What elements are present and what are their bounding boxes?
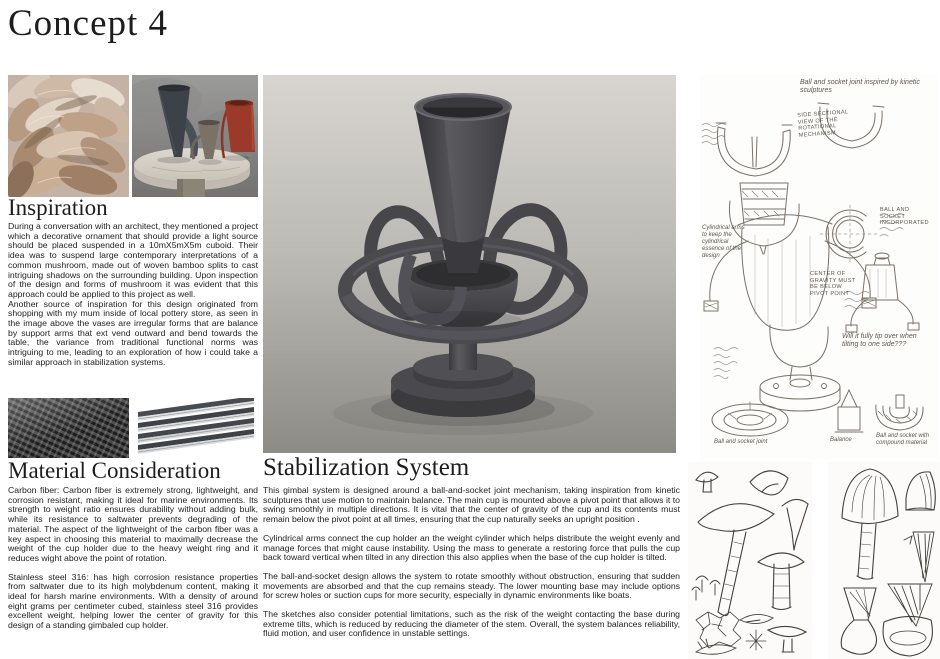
stabilization-paragraph-1: This gimbal system is designed around a ball-and-socket joint mechanism, taking inspiration from kinetic sculptures that use motion to maintain balance. The main cup is mounted above a pivot point that allows it to swing smoothly in multiple directions. It is vital that the center of gravity of the cup and its contents must remain below the pivot point at all times, ensuring that the cup naturally seeks an upright position . <box>263 485 680 525</box>
sketch-note-kinetic: Ball and socket joint inspired by kinetic sculptures <box>800 79 920 94</box>
mushroom-gills-photo <box>8 75 129 197</box>
material-paragraph-steel: Stainless steel 316: has high corrosion resistance properties from saltwater due to its high molybdenum content, making it ideal for harsh marine environments. With a density of around eight grams per centimeter cubed, stainless steel 316 provides excellent weight, helping lower the center of gravity for this design of a standing gimbaled cup holder. <box>8 571 258 631</box>
inspiration-heading: Inspiration <box>8 195 108 220</box>
sketch-note-sectional-view: SIDE SECTIONAL VIEW OF THE ROTATIONAL MECHANISM <box>797 109 849 139</box>
carbon-fiber-photo <box>8 398 129 458</box>
steel-sheets-photo <box>132 398 258 458</box>
stabilization-text <box>263 486 680 639</box>
sketch-note-ball-socket: BALL AND SOCKET INCORPORATED <box>880 207 929 227</box>
sketch-label-ball-socket-joint: Ball and socket joint <box>714 439 768 445</box>
mushroom-sketches-right-illustration <box>828 462 940 659</box>
inspiration-paragraph-2: Another source of inspiration for this design originated from shopping with my mum inside of local pottery store, as seen in the image above the vases are irregular forms that are balance by support arms that ext vend outward and bend towards the table, the variance from traditional functional norms was intriguing to me, leading to an exploration of how i could take a similar approach in stabilization systems. <box>8 298 258 367</box>
material-paragraph-carbon: Carbon fiber: Carbon fiber is extremely strong, lightweight, and corrosion resistant, making it ideal for marine environments. Its strength to weight ratio ensures durability without adding bulk, while its resistance to saltwater prevents degrading of the material. The aspect of the lightweight of the carbon fiber was a key aspect in choosing this material to maximally decrease the weight of the cup holder due to the heavy weight ring and it reduces wight above the point of rotation. <box>8 485 258 563</box>
gimbal-cup-render <box>263 75 676 453</box>
pottery-vases-illustration <box>132 75 258 197</box>
sketch-label-compound-material: Ball and socket with compound material <box>876 433 930 446</box>
stabilization-paragraph-4: The sketches also consider potential limitations, such as the risk of the weight contacting the base during extreme tilts, which is reduced by reducing the diameter of the stem. Overall, the system balances reliability, fluid motion, and user confidence in unstable settings. <box>263 609 680 639</box>
sketch-note-center-gravity: CENTER OF GRAVITY MUST BE BELOW PIVOT POINT <box>810 271 856 297</box>
material-heading: Material Consideration <box>8 458 221 483</box>
steel-sheets-illustration <box>132 398 258 458</box>
sketch-note-cylindrical-arms: Cylindrical arms to keep the cylindrical essence of the design <box>702 225 745 259</box>
mushroom-sketches-right <box>828 462 940 659</box>
pottery-vases-photo <box>132 75 258 197</box>
sketch-note-tip-over: Will it fully tip over when tilting to one side??? <box>842 333 917 348</box>
material-text <box>8 486 258 631</box>
sketch-label-balance: Balance <box>830 437 852 443</box>
page-title: Concept 4 <box>8 3 169 44</box>
inspiration-text <box>8 222 258 368</box>
stabilization-paragraph-3: The ball-and-socket design allows the system to rotate smoothly without obstruction, ensuring that sudden movements are absorbed and that the cup remains steady. The lower mounting base may include options for screw holes or suction cups for more security, especially in dynamic environments like boats. <box>263 570 680 601</box>
stabilization-paragraph-2: Cylindrical arms connect the cup holder an the weight cylinder which helps distribute the weight evenly and manage forces that might cause instability. Using the mass to generate a restoring force that pulls the cup back toward vertical when tilted in any direction this also applies when the base of the cup holder is tilted. <box>263 532 680 563</box>
mushroom-sketches-left-illustration <box>688 462 812 659</box>
mechanism-sketch-panel <box>700 75 938 459</box>
mushroom-sketches-left <box>688 462 812 659</box>
gimbal-cup-3d-illustration <box>263 75 676 453</box>
inspiration-paragraph-1: During a conversation with an architect, they mentioned a project which a decorative ornament that should provide a light source should be placed suspended in a 10mX5mX5m cuboid. Their idea was to suspend large contemporary interpretations of a common mushroom, made out of woven bamboo splits to cast intriguing shadows on the surrounding building. Upon inspection of the design and forms of mushroom it was evident that this approach could be applied to this project as well. <box>8 221 258 299</box>
mushroom-gills-illustration <box>8 75 129 197</box>
stabilization-heading: Stabilization System <box>263 454 470 481</box>
